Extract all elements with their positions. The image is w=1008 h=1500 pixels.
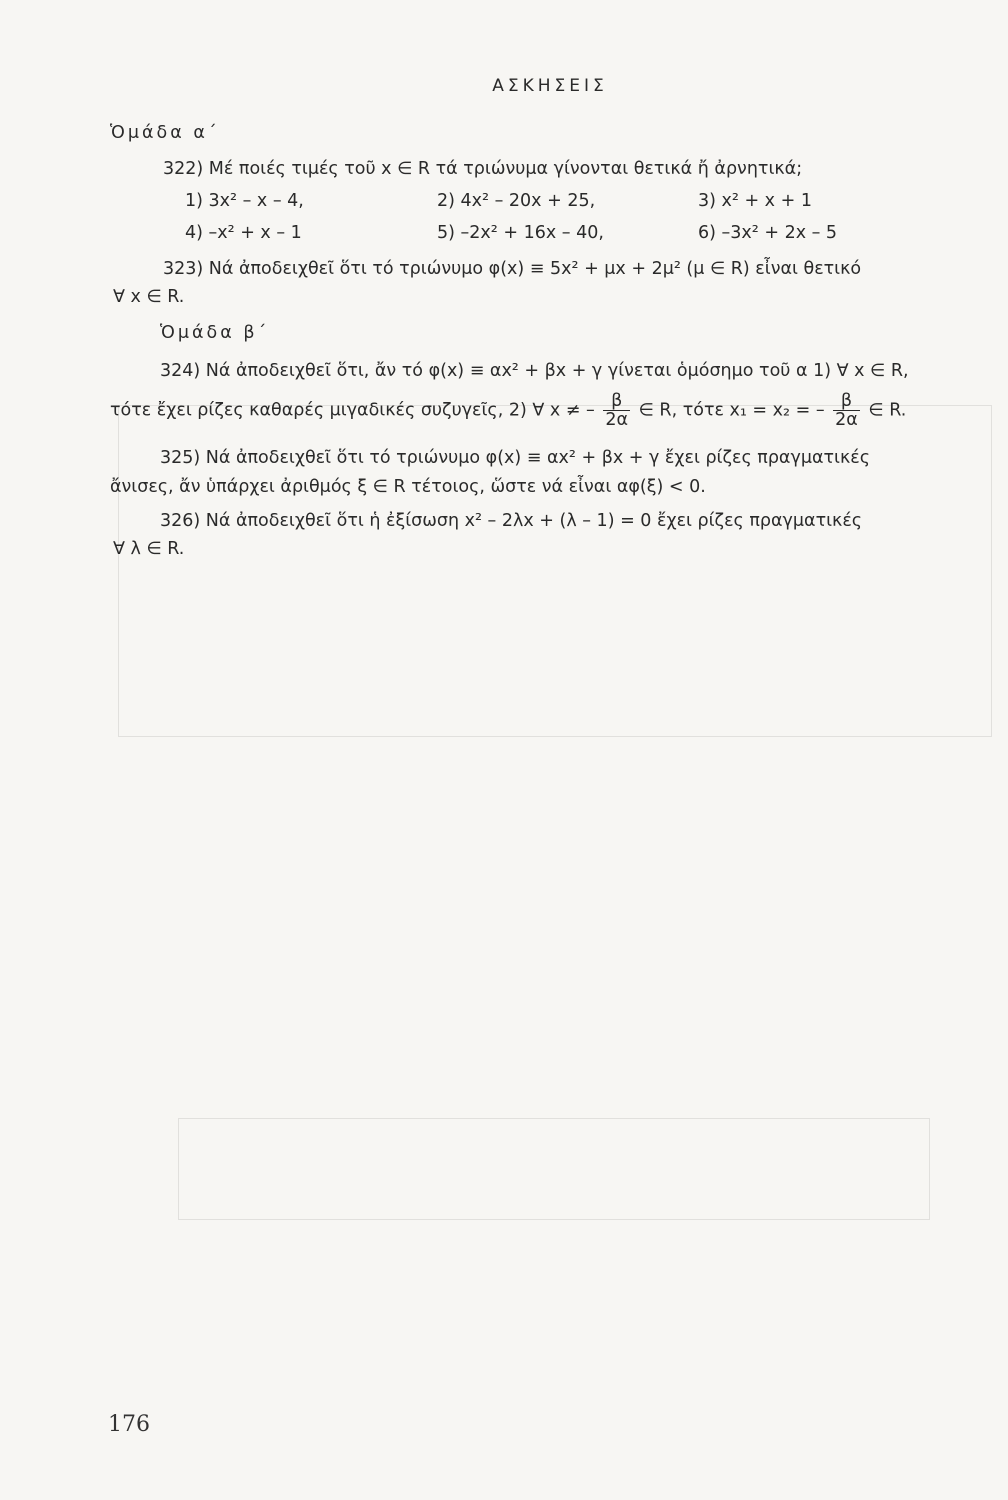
beta-over-2alpha-fraction [603,392,630,429]
page-heading: ΑΣΚΗΣΕΙΣ [492,76,608,96]
exercise-326-line-1: 326) Νά ἀποδειχθεῖ ὅτι ἡ ἐξίσωση x² – 2λx + (λ – 1) = 0 ἔχει ρίζες πραγματικές [160,511,863,531]
exercise-324-line-2-part-c: ∈ R. [868,400,907,421]
fraction-denominator: 2α [605,410,629,430]
page-number: 176 [108,1412,150,1437]
group-b-title: Ὁμάδα β΄ [160,323,270,343]
exercise-325-line-1: 325) Νά ἀποδειχθεῖ ὅτι τό τριώνυμο φ(x) ≡ αx² + βx + γ ἔχει ρίζες πραγματικές [160,448,870,468]
exercise-322-item-1: 1) 3x² – x – 4, [185,191,304,211]
exercise-324-line-1: 324) Νά ἀποδειχθεῖ ὅτι, ἄν τό φ(x) ≡ αx² + βx + γ γίνεται ὁμόσημο τοῦ α 1) ∀ x ∈ R, [160,361,909,381]
exercise-324-line-2 [110,392,906,429]
exercise-322-item-6: 6) –3x² + 2x – 5 [698,223,838,243]
exercise-324-line-2-part-a: τότε ἔχει ρίζες καθαρές μιγαδικές συζυγεῖς, 2) ∀ x ≠ – [110,400,595,421]
exercise-323-line-1: 323) Νά ἀποδειχθεῖ ὅτι τό τριώνυμο φ(x) ≡ 5x² + μx + 2μ² (μ ∈ R) εἶναι θετικό [163,259,862,279]
exercise-324-line-2-part-b: ∈ R, τότε x₁ = x₂ = – [638,400,825,421]
exercise-325-line-2: ἄνισες, ἄν ὑπάρχει ἀριθμός ξ ∈ R τέτοιος, ὥστε νά εἶναι αφ(ξ) < 0. [110,477,706,497]
exercise-323-line-2: ∀ x ∈ R. [113,287,185,307]
exercise-322-item-3: 3) x² + x + 1 [698,191,812,211]
exercise-326-line-2: ∀ λ ∈ R. [113,539,185,559]
group-a-title: Ὁμάδα α΄ [110,123,220,143]
fraction-numerator: β [603,392,630,411]
exercise-322-text: 322) Μέ ποιές τιμές τοῦ x ∈ R τά τριώνυμα γίνονται θετικά ἤ ἀρνητικά; [163,159,803,179]
exercise-322-item-2: 2) 4x² – 20x + 25, [437,191,596,211]
exercise-322-item-4: 4) –x² + x – 1 [185,223,302,243]
fraction-denominator-2: 2α [835,410,858,430]
beta-over-2alpha-fraction-2 [833,392,860,429]
fraction-numerator-2: β [833,392,860,411]
exercise-322-item-5: 5) –2x² + 16x – 40, [437,223,604,243]
